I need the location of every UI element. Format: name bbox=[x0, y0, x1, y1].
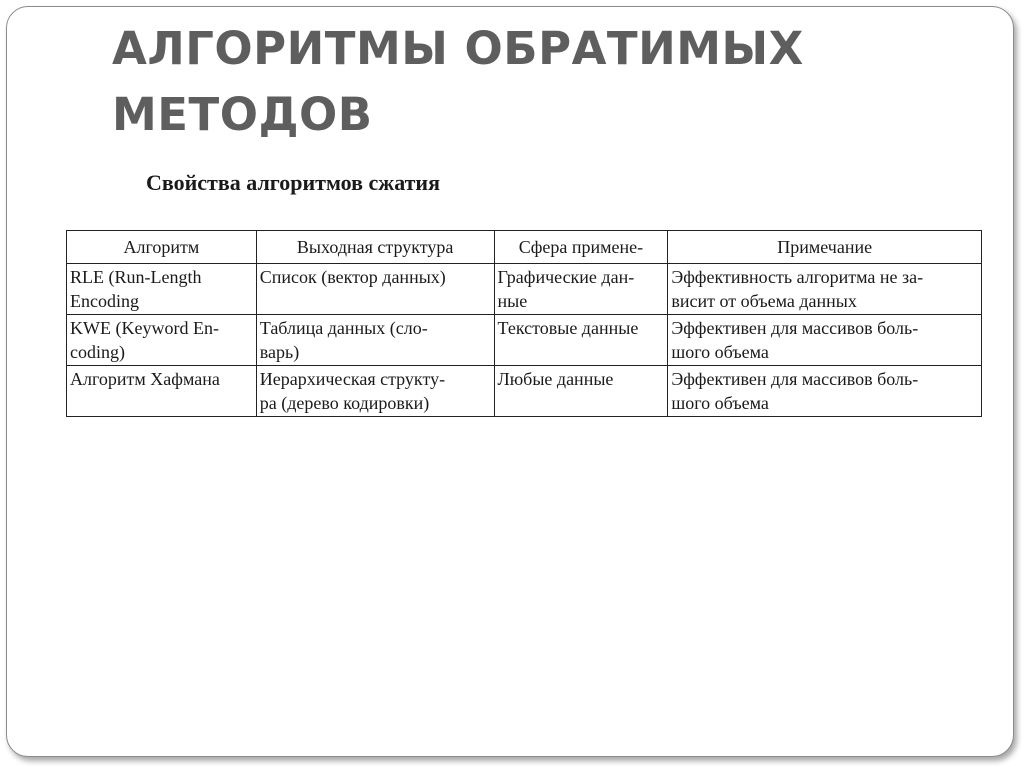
cell-line: Графические дан- bbox=[497, 267, 635, 287]
table-caption: Свойства алгоритмов сжатия bbox=[146, 170, 441, 195]
header-note: Примечание bbox=[668, 231, 982, 264]
slide-title-line-2: МЕТОДОВ bbox=[112, 88, 373, 141]
cell-note bbox=[668, 366, 982, 417]
header-algorithm: Алгоритм bbox=[67, 231, 257, 264]
table-row bbox=[67, 366, 982, 417]
cell-line: Алгоритм Хафмана bbox=[70, 369, 220, 389]
cell-output-structure bbox=[256, 366, 494, 417]
cell-output-structure bbox=[256, 264, 494, 315]
cell-note bbox=[668, 315, 982, 366]
cell-line: Иерархическая структу- bbox=[259, 369, 446, 389]
cell-line: Таблица данных (сло- bbox=[259, 318, 428, 338]
table-row bbox=[67, 264, 982, 315]
cell-line: ра (дерево кодировки) bbox=[259, 393, 430, 413]
cell-scope bbox=[494, 366, 668, 417]
cell-line: висит от объема данных bbox=[671, 291, 857, 311]
cell-line: Эффективность алгоритма не за- bbox=[671, 267, 924, 287]
cell-scope bbox=[494, 264, 668, 315]
cell-algorithm bbox=[67, 315, 257, 366]
cell-line: Encoding bbox=[70, 291, 139, 311]
cell-algorithm bbox=[67, 264, 257, 315]
cell-line: варь) bbox=[259, 342, 300, 362]
slide-title-line-1: АЛГОРИТМЫ ОБРАТИМЫХ bbox=[112, 22, 804, 75]
cell-output-structure bbox=[256, 315, 494, 366]
cell-line: coding) bbox=[70, 342, 125, 362]
cell-scope bbox=[494, 315, 668, 366]
cell-line: шого объема bbox=[671, 393, 769, 413]
cell-note bbox=[668, 264, 982, 315]
cell-line: ные bbox=[497, 291, 528, 311]
slide-title bbox=[112, 16, 912, 148]
cell-line: Любые данные bbox=[497, 369, 614, 389]
cell-algorithm bbox=[67, 366, 257, 417]
cell-line: RLE (Run-Length bbox=[70, 267, 202, 287]
cell-line: Текстовые данные bbox=[497, 318, 639, 338]
cell-line: Список (вектор данных) bbox=[259, 267, 446, 287]
table-row bbox=[67, 315, 982, 366]
cell-line: шого объема bbox=[671, 342, 769, 362]
table-header-row bbox=[67, 231, 982, 264]
cell-line: Эффективен для массивов боль- bbox=[671, 369, 919, 389]
cell-line: Эффективен для массивов боль- bbox=[671, 318, 919, 338]
cell-line: KWE (Keyword En- bbox=[70, 318, 219, 338]
header-scope: Сфера примене- bbox=[494, 231, 668, 264]
header-output-structure: Выходная структура bbox=[256, 231, 494, 264]
compression-properties-table bbox=[66, 230, 982, 417]
